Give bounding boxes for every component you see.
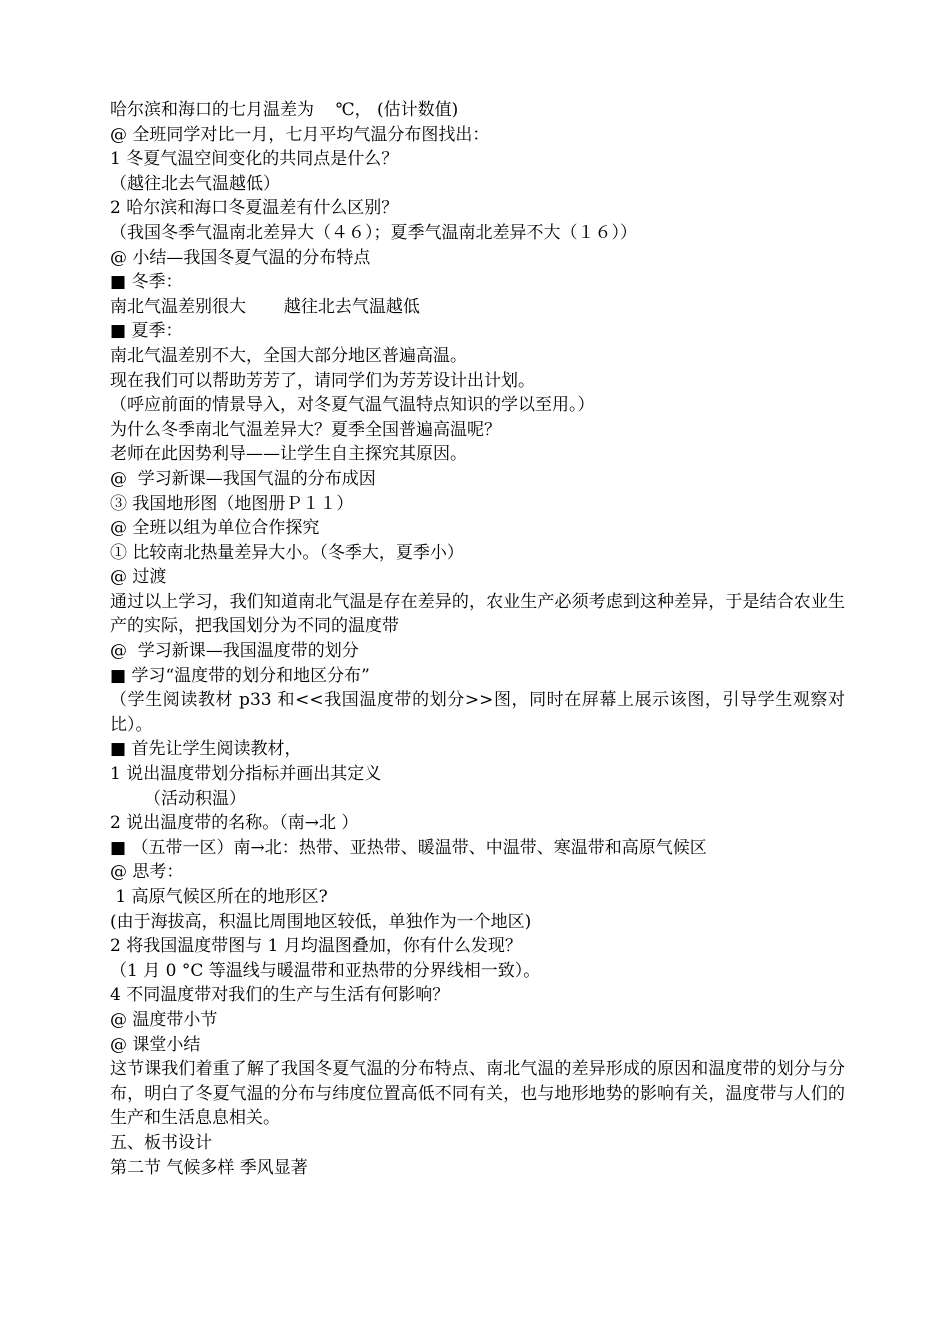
text-line: @ 过渡 [110, 567, 167, 588]
text-line: @ 温度带小节 [110, 1009, 218, 1030]
text-line: ③ 我国地形图（地图册Ｐ１１） [110, 493, 354, 514]
text-line: ■ （五带一区）南→北：热带、亚热带、暖温带、中温带、寒温带和高原气候区 [110, 837, 707, 858]
text-line: 2 将我国温度带图与 1 月均温图叠加，你有什么发现？ [110, 936, 522, 957]
text-line: 为什么冬季南北气温差异大？夏季全国普遍高温呢？ [110, 419, 501, 440]
paragraph: 这节课我们着重了解了我国冬夏气温的分布特点、南北气温的差异形成的原因和温度带的划分与分布，明白了冬夏气温的分布与纬度位置高低不同有关，也与地形地势的影响有关，温度带与人们的生产和生活息息相关。 [110, 1059, 845, 1129]
text-line: @ 全班同学对比一月，七月平均气温分布图找出： [110, 124, 490, 145]
text-line: ■ 冬季： [110, 272, 183, 293]
text-line: （1 月 0 °C 等温线与暖温带和亚热带的分界线相一致）。 [110, 960, 541, 981]
text-line: (由于海拔高，积温比周围地区较低，单独作为一个地区) [110, 911, 532, 932]
section-heading: @ 学习新课—我国气温的分布成因 [110, 468, 376, 489]
text-line: （呼应前面的情景导入，对冬夏气温气温特点知识的学以至用。） [110, 395, 595, 416]
text-line: 2 说出温度带的名称。（南→北 ） [110, 813, 359, 834]
text-line: 现在我们可以帮助芳芳了，请同学们为芳芳设计出计划。 [110, 370, 535, 391]
section-heading: @ 学习新课—我国温度带的划分 [110, 641, 359, 662]
text-line: 南北气温差别不大，全国大部分地区普遍高温。 [110, 345, 467, 366]
text-line: 哈尔滨和海口的七月温差为 ℃， (估计数值) [110, 100, 459, 120]
paragraph: （学生阅读教材 p33 和<<我国温度带的划分>>图，同时在屏幕上展示该图，引导学生观察对比）。 [110, 690, 845, 735]
text-line: ■ 学习“温度带的划分和地区分布” [110, 665, 370, 686]
document-body [110, 98, 845, 1180]
text-line: ① 比较南北热量差异大小。（冬季大，夏季小） [110, 542, 464, 563]
text-line: 1 说出温度带划分指标并画出其定义 [110, 764, 382, 785]
section-heading: 五、板书设计 [110, 1132, 212, 1153]
text-line: @ 全班以组为单位合作探究 [110, 518, 320, 539]
text-line: （越往北去气温越低） [110, 173, 280, 194]
text-line: （我国冬季气温南北差异大（４６）；夏季气温南北差异不大（１６）） [110, 222, 637, 243]
text-line: 老师在此因势利导——让学生自主探究其原因。 [110, 444, 467, 465]
text-line: 南北气温差别很大 越往北去气温越低 [110, 296, 420, 317]
text-line: （活动积温） [144, 788, 246, 809]
text-line: 1 冬夏气温空间变化的共同点是什么？ [110, 149, 399, 170]
paragraph: 通过以上学习，我们知道南北气温是存在差异的，农业生产必须考虑到这种差异，于是结合农业生产的实际，把我国划分为不同的温度带 [110, 591, 845, 637]
text-line: ■ 夏季： [110, 321, 183, 342]
text-line: ■ 首先让学生阅读教材， [110, 739, 302, 760]
text-line: @ 课堂小结 [110, 1034, 201, 1055]
text-line: @ 思考： [110, 862, 184, 883]
text-line: 4 不同温度带对我们的生产与生活有何影响？ [110, 985, 450, 1006]
text-line: 1 高原气候区所在的地形区? [110, 887, 328, 907]
section-heading: @ 小结—我国冬夏气温的分布特点 [110, 247, 371, 268]
text-line: 2 哈尔滨和海口冬夏温差有什么区别？ [110, 198, 399, 219]
text-line: 第二节 气候多样 季风显著 [110, 1157, 308, 1178]
